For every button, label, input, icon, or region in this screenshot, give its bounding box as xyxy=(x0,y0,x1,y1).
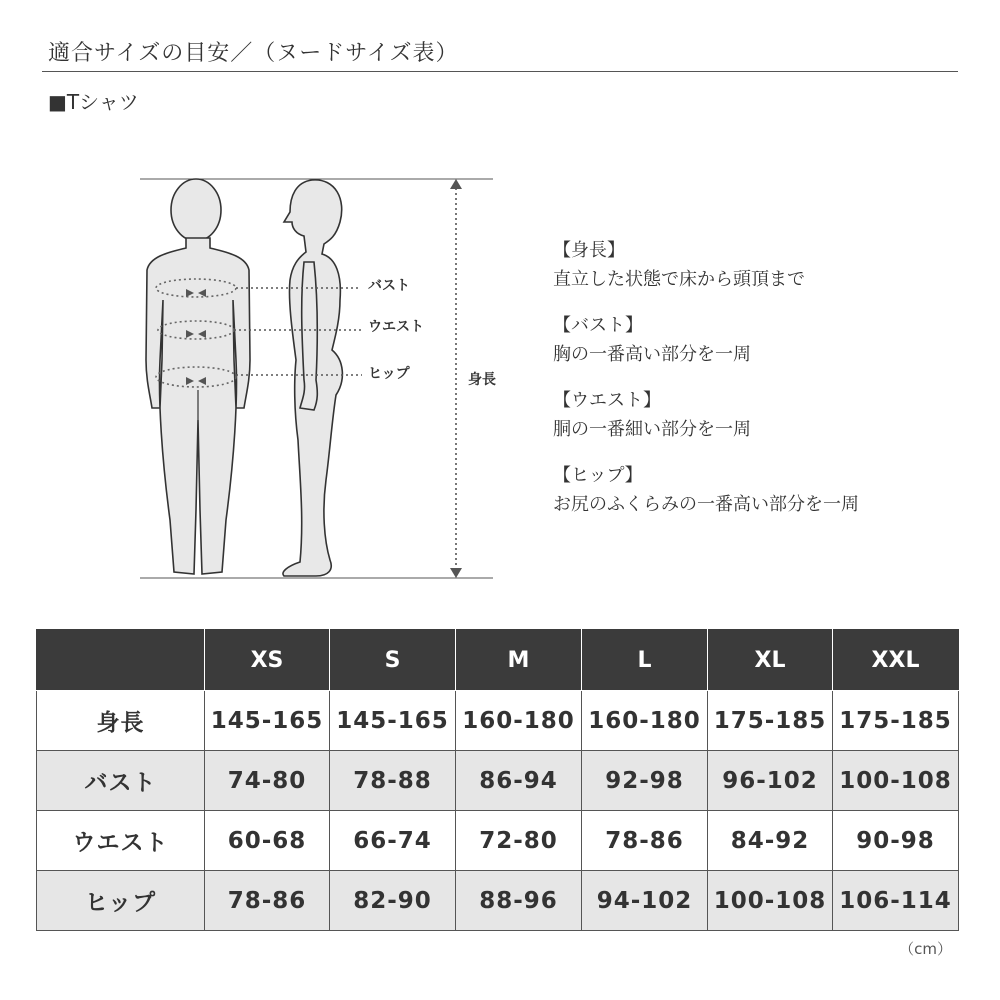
row-label: 身長 xyxy=(37,691,205,751)
definition-heading: 【ヒップ】 xyxy=(553,465,643,486)
table-cell: 78-86 xyxy=(582,811,708,871)
definition-heading: 【バスト】 xyxy=(553,315,643,336)
header-corner-cell xyxy=(37,630,205,691)
table-cell: 175-185 xyxy=(833,691,959,751)
table-row-height xyxy=(37,691,959,751)
definition-height xyxy=(553,236,973,294)
hip-label: ヒップ xyxy=(368,366,410,382)
definition-heading: 【身長】 xyxy=(553,240,625,261)
table-cell: 90-98 xyxy=(833,811,959,871)
table-cell: 82-90 xyxy=(330,871,456,931)
table-cell: 100-108 xyxy=(833,751,959,811)
measurement-definitions xyxy=(553,236,973,536)
bust-label: バスト xyxy=(368,278,410,294)
table-cell: 100-108 xyxy=(708,871,833,931)
side-body-figure xyxy=(283,180,342,576)
front-body-figure xyxy=(146,179,250,574)
table-cell: 96-102 xyxy=(708,751,833,811)
row-label: ヒップ xyxy=(37,871,205,931)
table-cell: 72-80 xyxy=(456,811,582,871)
table-row-hip xyxy=(37,871,959,931)
table-cell: 78-86 xyxy=(205,871,330,931)
height-arrow-top xyxy=(450,179,462,189)
page-title: 適合サイズの目安／（ヌードサイズ表） xyxy=(48,41,459,66)
definition-waist xyxy=(553,386,973,444)
definition-hip xyxy=(553,461,973,519)
table-row-waist xyxy=(37,811,959,871)
table-cell: 94-102 xyxy=(582,871,708,931)
definition-bust xyxy=(553,311,973,369)
header-size-xl: XL xyxy=(708,630,833,691)
table-cell: 160-180 xyxy=(582,691,708,751)
table-cell: 86-94 xyxy=(456,751,582,811)
height-label: 身長 xyxy=(468,372,496,388)
definition-text: 胸の一番高い部分を一周 xyxy=(553,344,751,365)
table-cell: 88-96 xyxy=(456,871,582,931)
table-cell: 66-74 xyxy=(330,811,456,871)
height-arrow-bottom xyxy=(450,568,462,578)
section-label: ■Tシャツ xyxy=(48,90,139,114)
table-cell: 145-165 xyxy=(330,691,456,751)
table-cell: 78-88 xyxy=(330,751,456,811)
waist-label: ウエスト xyxy=(368,319,424,335)
table-cell: 145-165 xyxy=(205,691,330,751)
table-row-bust xyxy=(37,751,959,811)
definition-text: 直立した状態で床から頭頂まで xyxy=(553,269,805,290)
table-header-row xyxy=(37,630,959,691)
row-label: ウエスト xyxy=(37,811,205,871)
table-cell: 106-114 xyxy=(833,871,959,931)
definition-heading: 【ウエスト】 xyxy=(553,390,661,411)
header-size-s: S xyxy=(330,630,456,691)
unit-note: （cm） xyxy=(899,940,952,958)
header-size-xs: XS xyxy=(205,630,330,691)
header-size-m: M xyxy=(456,630,582,691)
size-table xyxy=(36,629,959,931)
table-cell: 74-80 xyxy=(205,751,330,811)
definition-text: 胴の一番細い部分を一周 xyxy=(553,419,751,440)
table-cell: 84-92 xyxy=(708,811,833,871)
header-size-l: L xyxy=(582,630,708,691)
table-cell: 92-98 xyxy=(582,751,708,811)
table-cell: 175-185 xyxy=(708,691,833,751)
table-cell: 160-180 xyxy=(456,691,582,751)
table-cell: 60-68 xyxy=(205,811,330,871)
row-label: バスト xyxy=(37,751,205,811)
definition-text: お尻のふくらみの一番高い部分を一周 xyxy=(553,494,859,515)
header-size-xxl: XXL xyxy=(833,630,959,691)
